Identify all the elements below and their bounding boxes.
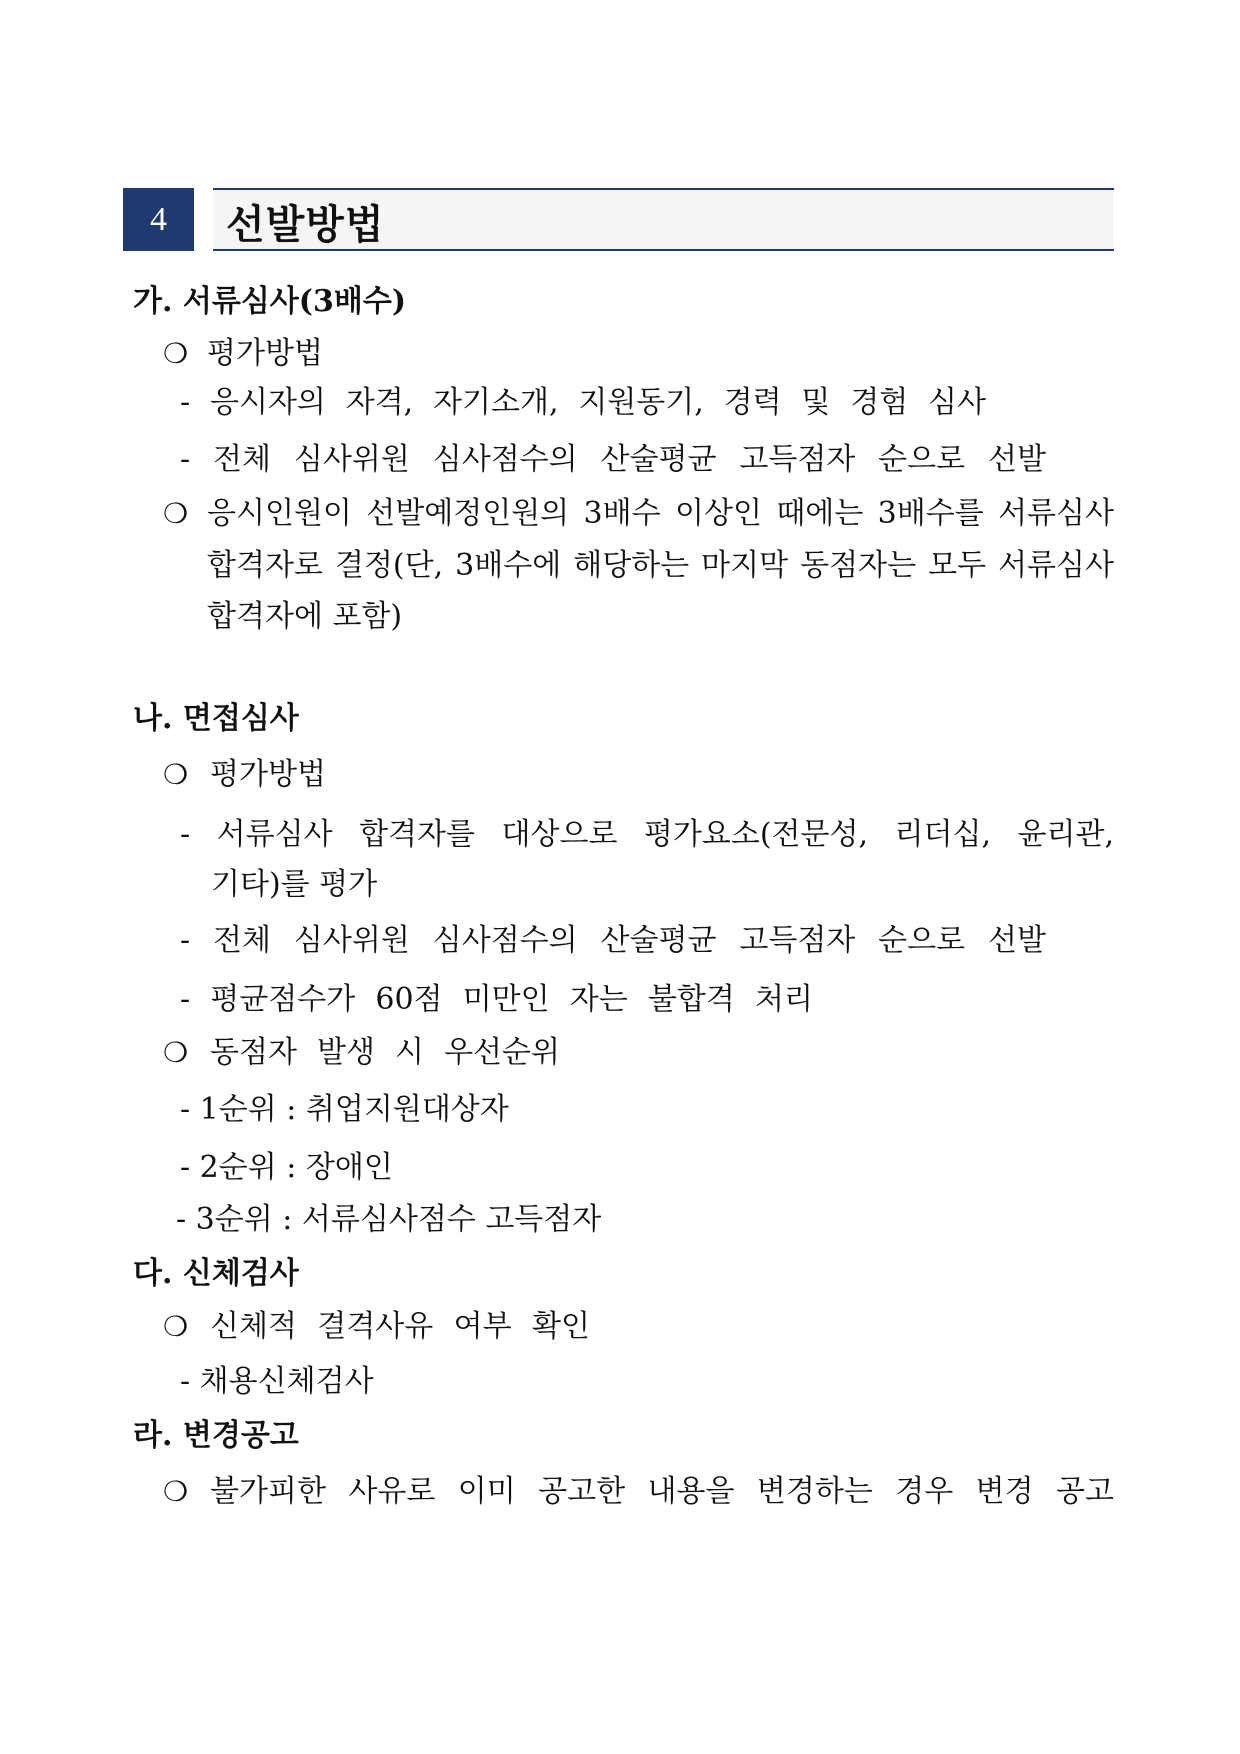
item-text: 합격자에 포함) — [207, 599, 403, 634]
item-change-notice: 불가피한 사유로 이미 공고한 내용을 변경하는 경우 변경 공고 — [210, 1474, 1114, 1509]
sub-item: - 평균점수가 60점 미만인 자는 불합격 처리 — [180, 982, 813, 1017]
bullet-icon: ❍ — [163, 1475, 189, 1508]
bullet-icon: ❍ — [163, 758, 189, 791]
sub-item: - 서류심사 합격자를 대상으로 평가요소(전문성, 리더십, 윤리관, — [180, 817, 1114, 852]
item-disqualification-check: 신체적 결격사유 여부 확인 — [210, 1309, 590, 1344]
item-text: 응시인원이 선발예정인원의 3배수 이상인 때에는 3배수를 서류심사 — [207, 496, 1114, 531]
item-tie-priority: 동점자 발생 시 우선순위 — [210, 1035, 560, 1070]
sub-item: - 3순위 : 서류심사점수 고득점자 — [176, 1202, 602, 1237]
sub-item: 기타)를 평가 — [211, 867, 378, 902]
sub-item: - 1순위 : 취업지원대상자 — [180, 1092, 509, 1127]
bullet-icon: ❍ — [163, 337, 189, 370]
bullet-icon: ❍ — [163, 1310, 189, 1343]
sub-item: - 채용신체검사 — [180, 1364, 374, 1399]
heading-change-notice: 라. 변경공고 — [133, 1418, 299, 1453]
section-title: 선발방법 — [226, 202, 385, 248]
sub-item: - 전체 심사위원 심사점수의 산술평균 고득점자 순으로 선발 — [180, 442, 1046, 477]
sub-item: - 응시자의 자격, 자기소개, 지원동기, 경력 및 경험 심사 — [180, 385, 986, 420]
section-number-badge: 4 — [123, 188, 194, 251]
item-evaluation-method: 평가방법 — [207, 336, 323, 371]
heading-document-screening: 가. 서류심사(3배수) — [133, 284, 407, 319]
bullet-icon: ❍ — [163, 497, 189, 530]
item-evaluation-method: 평가방법 — [210, 757, 326, 792]
bullet-icon: ❍ — [163, 1036, 189, 1069]
heading-interview: 나. 면접심사 — [133, 701, 299, 736]
heading-physical-exam: 다. 신체검사 — [133, 1256, 299, 1291]
item-text: 합격자로 결정(단, 3배수에 해당하는 마지막 동점자는 모두 서류심사 — [207, 548, 1114, 583]
sub-item: - 전체 심사위원 심사점수의 산술평균 고득점자 순으로 선발 — [180, 923, 1046, 958]
sub-item: - 2순위 : 장애인 — [180, 1150, 393, 1185]
